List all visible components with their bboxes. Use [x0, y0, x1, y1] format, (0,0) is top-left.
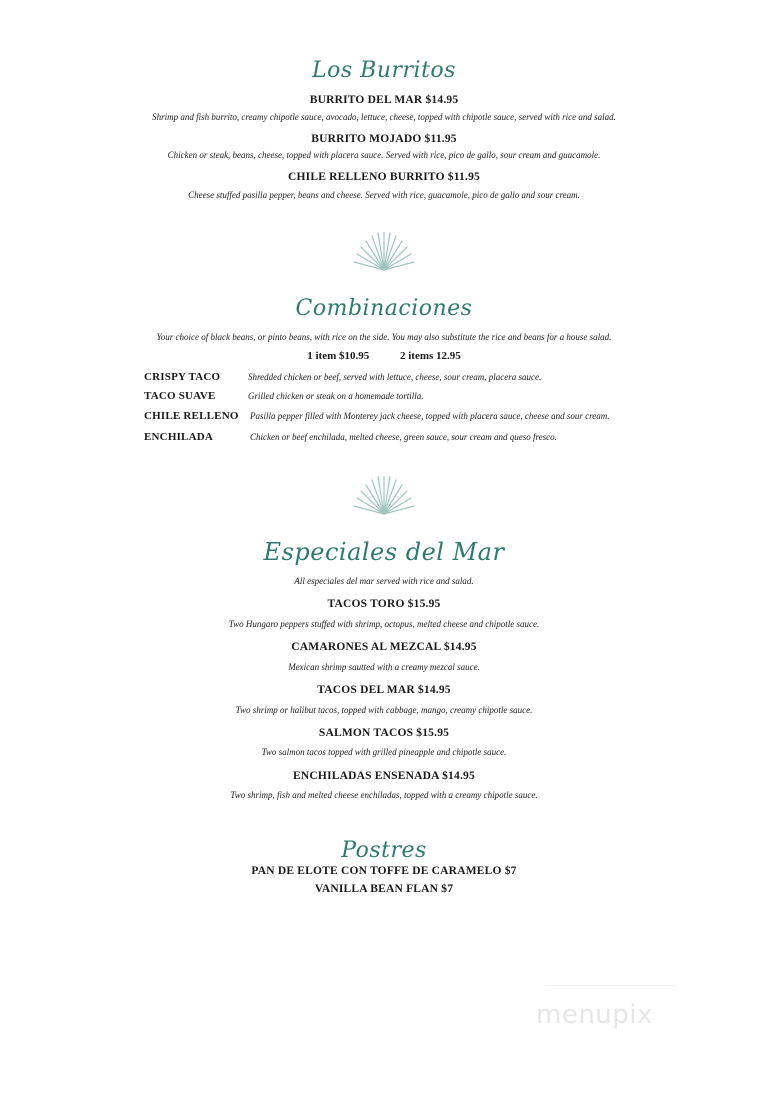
menu-item-name: SALMON TACOS $15.95: [318, 727, 450, 739]
combo-item-name: ENCHILADA: [144, 431, 214, 443]
combo-item-description: Pasilla pepper filled with Monterey jack cheese, topped with placera sauce, cheese and sour cream.: [250, 411, 610, 421]
menu-item-description: Two salmon tacos topped with grilled pineapple and chipotle sauce.: [261, 747, 507, 757]
menu-item-description: Shrimp and fish burrito, creamy chipotle sauce, avocado, lettuce, cheese, topped with chipotle sauce, served with rice and salad.: [152, 112, 616, 122]
menu-item-name: CHILE RELLENO BURRITO $11.95: [288, 171, 480, 183]
price-two-items: 2 items 12.95: [399, 350, 461, 362]
menu-item-name: ENCHILADAS ENSENADA $14.95: [293, 770, 475, 782]
combo-item-description: Shredded chicken or beef, served with lettuce, cheese, sour cream, placera sauce.: [248, 372, 542, 382]
combo-item-name: TACO SUAVE: [144, 390, 216, 402]
combo-prices: [0, 350, 768, 362]
menu-item-description: Two shrimp, fish and melted cheese enchiladas, topped with a creamy chipotle sauce.: [230, 790, 538, 800]
combo-item: [144, 371, 704, 385]
dessert-item: VANILLA BEAN FLAN $7: [314, 883, 454, 895]
menu-item-name: TACOS DEL MAR $14.95: [317, 684, 451, 696]
menu-item-description: Two Hungaro peppers stuffed with shrimp, octopus, melted cheese and chipotle sauce.: [228, 619, 540, 629]
menu-item-name: TACOS TORO $15.95: [327, 598, 441, 610]
menu-item-name: BURRITO MOJADO $11.95: [311, 133, 457, 145]
watermark-rule: [546, 985, 676, 986]
combo-item: [144, 431, 704, 445]
combo-item: [144, 410, 704, 424]
section-title-postres: Postres: [341, 838, 427, 863]
agave-leaf-icon: [352, 476, 416, 516]
menu-item-description: Mexican shrimp sautted with a creamy mezcal sauce.: [288, 662, 480, 672]
menu-item-name: CAMARONES AL MEZCAL $14.95: [291, 641, 477, 653]
combo-item-name: CRISPY TACO: [144, 371, 221, 383]
section-intro: Your choice of black beans, or pinto beans, with rice on the side. You may also substitute the rice and beans for a house salad.: [156, 332, 612, 342]
menu-item-description: Two shrimp or halibut tacos, topped with cabbage, mango, creamy chipotle sauce.: [235, 705, 533, 715]
section-title-especiales: Especiales del Mar: [263, 538, 505, 566]
dessert-item: PAN DE ELOTE CON TOFFE DE CARAMELO $7: [251, 865, 517, 877]
section-title-combinaciones: Combinaciones: [295, 296, 473, 321]
menu-item-name: BURRITO DEL MAR $14.95: [309, 94, 459, 106]
combo-item-description: Chicken or beef enchilada, melted cheese, green sauce, sour cream and queso fresco.: [250, 432, 557, 442]
menu-item-description: Cheese stuffed pasilla pepper, beans and cheese. Served with rice, guacamole, pico de gallo and sour cream.: [188, 190, 580, 200]
section-title-burritos: Los Burritos: [312, 58, 456, 83]
price-one-item: 1 item $10.95: [307, 350, 370, 362]
section-intro: All especiales del mar served with rice and salad.: [294, 576, 474, 586]
combo-item-name: CHILE RELLENO: [144, 410, 239, 422]
menupix-watermark: menupix: [536, 1000, 653, 1030]
menu-item-description: Chicken or steak, beans, cheese, topped with placera sauce. Served with rice, pico de gallo, sour cream and guacamole.: [167, 150, 601, 160]
combo-item: [144, 390, 704, 404]
combo-item-description: Grilled chicken or steak on a homemade tortilla.: [248, 391, 424, 401]
agave-leaf-icon: [352, 232, 416, 272]
